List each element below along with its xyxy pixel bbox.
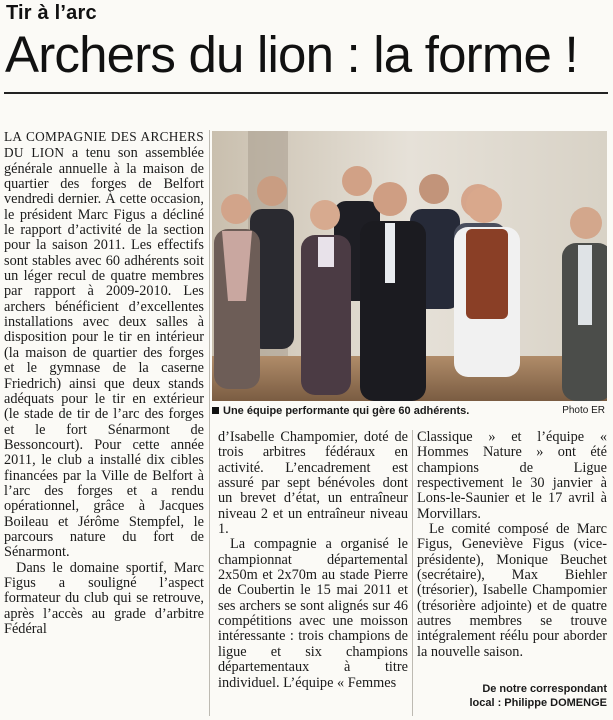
article-column-3 — [417, 430, 607, 716]
paragraph-5: Classique » et l’équipe « Hommes Nature » ont été champions de Ligue respectivement le 30 janvier à Lons-le-Saunier et le 17 avril à Morvillars. — [417, 430, 607, 522]
headline: Archers du lion : la forme ! — [5, 26, 578, 83]
group-photo — [212, 131, 607, 401]
caption-bullet-icon — [212, 407, 219, 414]
byline-line-2: local : Philippe DOMENGE — [469, 697, 607, 709]
photo-caption — [212, 403, 607, 419]
paragraph-3: d’Isabelle Champomier, doté de trois arbitres fédéraux en activité. L’encadrement est assuré par sept bénévoles dont un brevet d’état, un entraîneur niveau 2 et un entraîneur niveau 1. — [218, 430, 408, 538]
paragraph-4: La compagnie a organisé le championnat départemental 2x50m et 2x70m au stade Pierre de Coubertin le 15 mai 2011 et ses archers se sont alignés sur 46 compétitions avec une moisson intéressante : trois champions de ligue et six champions départementaux à titre individuel. L’équipe « Femmes — [218, 536, 408, 691]
column-divider — [209, 130, 210, 716]
headline-rule — [4, 92, 608, 94]
photo-credit: Photo ER — [562, 405, 605, 416]
section-kicker: Tir à l’arc — [6, 2, 97, 24]
caption-text: Une équipe performante qui gère 60 adhérents. — [223, 405, 470, 417]
paragraph-1: LA COMPAGNIE DES ARCHERS DU LION a tenu son assemblée générale annuelle à la maison de quartier des forges de Belfort vendredi dernier. À cette occasion, le président Marc Figus a décliné le rapport d’activité de la section pour la saison 2011. Les effectifs sont stables avec 60 adhérents soit un léger recul de quatre membres par rapport à 2009-2010. Les archers bénéficient d’excellentes installations avec deux salles à disposition pour le tir en intérieur (la maison de quartier des forges et le gymnase de la caserne Friedrich) ainsi que deux stands adéquats pour le tir en extérieur (le stade de tir de l’arc des forges et le fort Sénarmont de Bessoncourt). Pour cette année 2011, le club a installé dix cibles financées par la Ville de Belfort à l’arc des forges et a rendu opérationnel, grâce à Jacques Boileau et Jérôme Stempfel, le parcours nature du fort de Sénarmont. — [4, 129, 204, 561]
group-photo-image — [212, 131, 607, 401]
byline-line-1: De notre correspondant — [482, 683, 607, 695]
byline — [417, 682, 607, 710]
article-column-2 — [218, 430, 408, 716]
article-column-1 — [4, 129, 204, 716]
lead-in: LA COMPAGNIE DES ARCHERS DU LION — [4, 129, 204, 161]
paragraph-6: Le comité composé de Marc Figus, Geneviève Figus (vice-présidente), Monique Beuchet (secrétaire), Max Biehler (trésorier), Isabelle Champomier (trésorière adjointe) et de quatre autres membres se trouve intégralement réélu pour aborder la nouvelle saison. — [417, 521, 607, 660]
column-divider — [412, 430, 413, 716]
paragraph-2: Dans le domaine sportif, Marc Figus a souligné l’aspect formateur du club qui se retrouve, après l’accès au grade d’arbitre Fédéral — [4, 559, 204, 637]
